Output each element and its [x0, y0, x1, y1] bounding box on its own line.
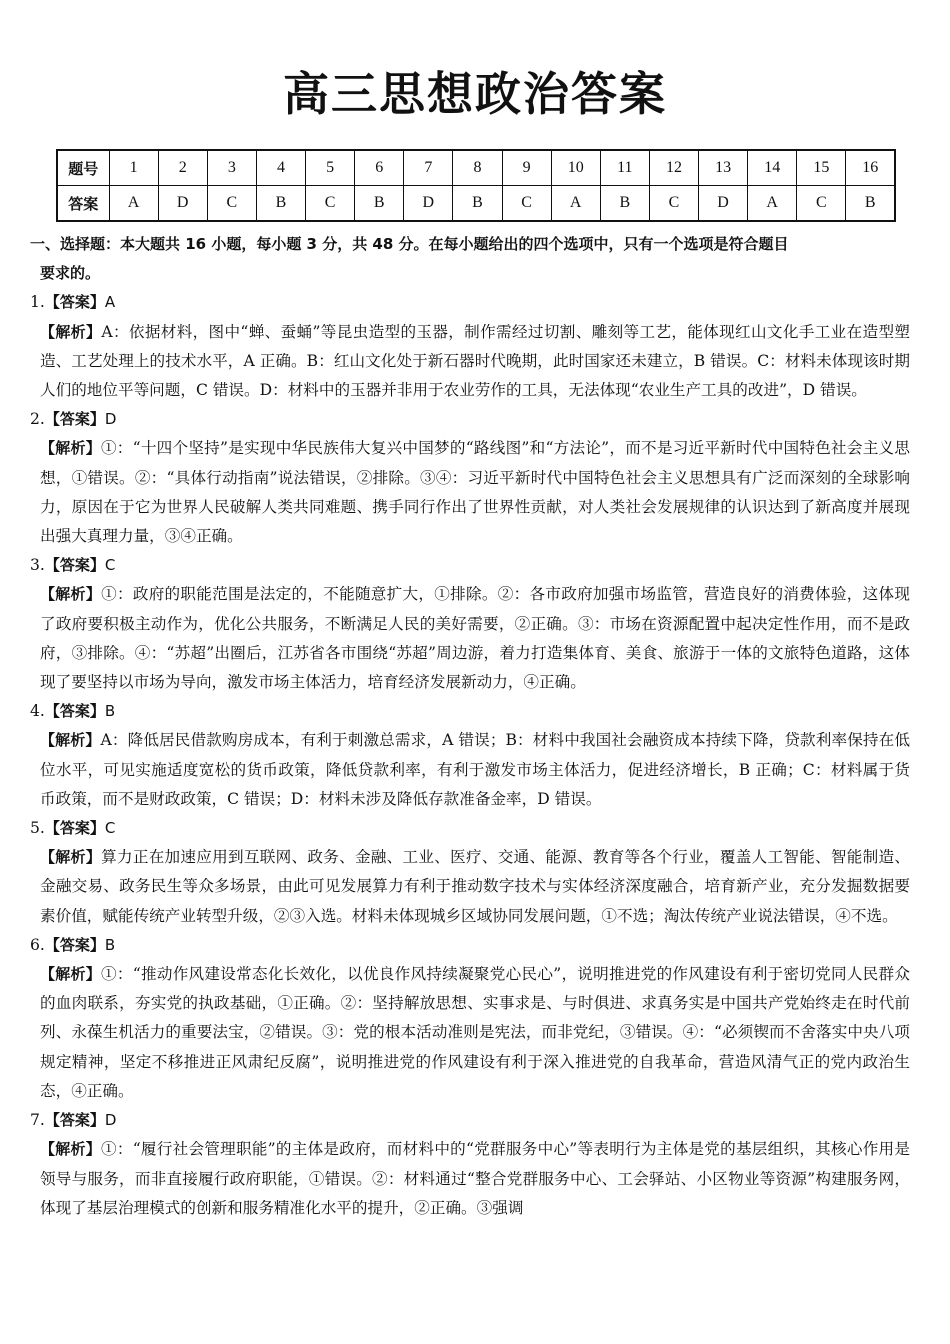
question-number: 3. — [30, 556, 45, 575]
question-number-cell: 11 — [600, 150, 649, 186]
question-number-cell: 4 — [256, 150, 305, 186]
answer-cell: D — [158, 186, 207, 222]
question-number-cell: 8 — [453, 150, 502, 186]
answer-cell: B — [453, 186, 502, 222]
section-heading-line2: 要求的。 — [40, 264, 101, 283]
question-number: 5. — [30, 819, 45, 838]
question-block — [30, 697, 910, 814]
question-number-cell: 3 — [207, 150, 256, 186]
answer-value: B — [104, 702, 116, 721]
explanation — [30, 580, 910, 697]
answer-cell: C — [207, 186, 256, 222]
answer-value: B — [104, 935, 116, 954]
page-title: 高三思想政治答案 — [283, 67, 667, 121]
explanation-text: ①：“十四个坚持”是实现中华民族伟大复兴中国梦的“路线图”和“方法论”，而不是习近平新时代中国特色社会主义思想，①错误。②：“具体行动指南”说法错误，②排除。③④：习近平新时代中国特色社会主义思想具有广泛而深刻的全球影响力，原因在于它为世界人民破解人类共同难题、携手同行作出了世界性贡献，对人类社会发展规律的认识达到了新高度并展现出强大真理力量，③④正确。 — [40, 439, 910, 546]
explanation — [30, 1135, 910, 1223]
answer-cell: C — [306, 186, 355, 222]
answer-tag: 【答案】 — [44, 819, 105, 838]
question-number-cell: 10 — [551, 150, 600, 186]
question-block — [30, 551, 910, 697]
explanation — [30, 843, 910, 931]
question-number: 4. — [30, 702, 45, 721]
question-number-cell: 14 — [748, 150, 797, 186]
answer-cell: C — [502, 186, 551, 222]
question-number: 7. — [30, 1111, 45, 1130]
answer-key-table — [56, 149, 896, 222]
answer-value: C — [104, 819, 116, 838]
question-block — [30, 405, 910, 551]
question-number-row — [57, 150, 895, 186]
question-number-cell: 9 — [502, 150, 551, 186]
question-block — [30, 814, 910, 931]
explain-tag: 【解析】 — [40, 322, 102, 341]
question-number-cell: 1 — [109, 150, 158, 186]
explanation — [30, 434, 910, 551]
answer-value: D — [104, 410, 117, 429]
answer-tag: 【答案】 — [44, 702, 105, 721]
explain-tag: 【解析】 — [40, 965, 102, 984]
answer-cell: D — [699, 186, 748, 222]
question-number-cell: 2 — [158, 150, 207, 186]
answer-line — [30, 288, 910, 317]
section-heading-line1: 一、选择题：本大题共 16 小题，每小题 3 分，共 48 分。在每小题给出的四个选项中，只有一个选项是符合题目 — [30, 235, 789, 253]
question-number: 2. — [30, 410, 45, 429]
answer-cell: A — [551, 186, 600, 222]
explain-tag: 【解析】 — [40, 731, 101, 750]
answer-cell: A — [109, 186, 158, 222]
question-number: 6. — [30, 935, 45, 954]
answer-tag: 【答案】 — [44, 1111, 105, 1130]
question-number-cell: 15 — [797, 150, 846, 186]
question-number-cell: 13 — [699, 150, 748, 186]
answer-line — [30, 814, 910, 843]
answer-cell: C — [649, 186, 698, 222]
row-label-numbers: 题号 — [57, 150, 109, 186]
explanation-text: A：依据材料，图中“蝉、蚕蛹”等昆虫造型的玉器，制作需经过切割、雕刻等工艺，能体现红山文化手工业在造型塑造、工艺处理上的技术水平，A 正确。B：红山文化处于新石器时代晚期，此时国家还未建立，B 错误。C：材料未体现该时期人们的地位平等问题，C 错误。D：材料中的玉器并非用于农业劳作的工具，无法体现“农业生产工具的改进”，D 错误。 — [40, 322, 910, 400]
explain-tag: 【解析】 — [40, 585, 102, 604]
answer-tag: 【答案】 — [44, 410, 105, 429]
explanation-text: A：降低居民借款购房成本，有利于刺激总需求，A 错误；B：材料中我国社会融资成本持续下降，贷款利率保持在低位水平，可见实施适度宽松的货币政策，降低贷款利率，有利于激发市场主体活力，促进经济增长，B 正确；C：材料属于货币政策，而不是财政政策，C 错误；D：材料未涉及降低存款准备金率，D 错误。 — [40, 731, 910, 808]
answer-value: A — [104, 293, 116, 312]
answer-explanations — [30, 230, 910, 1223]
answer-cell: C — [797, 186, 846, 222]
answer-line — [30, 405, 910, 434]
question-block — [30, 1106, 910, 1223]
explanation-text: 算力正在加速应用到互联网、政务、金融、工业、医疗、交通、能源、教育等各个行业，覆盖人工智能、智能制造、金融交易、政务民生等众多场景，由此可见发展算力有利于推动数字技术与实体经济深度融合，培育新产业，充分发掘数据要素价值，赋能传统产业转型升级，②③入选。材料未体现城乡区域协同发展问题，①不选；淘汰传统产业说法错误，④不选。 — [40, 848, 910, 925]
explain-tag: 【解析】 — [40, 439, 101, 458]
question-number: 1. — [30, 293, 45, 312]
answer-cell: B — [600, 186, 649, 222]
section-heading — [30, 230, 910, 288]
answer-line — [30, 931, 910, 960]
answer-line — [30, 697, 910, 726]
question-number-cell: 16 — [846, 150, 895, 186]
explanation — [30, 726, 910, 814]
answer-value: C — [104, 556, 116, 575]
answer-row — [57, 186, 895, 222]
answer-tag: 【答案】 — [44, 935, 105, 954]
answer-cell: A — [748, 186, 797, 222]
question-number-cell: 6 — [355, 150, 404, 186]
answer-tag: 【答案】 — [44, 556, 105, 575]
question-number-cell: 5 — [306, 150, 355, 186]
row-label-answers: 答案 — [57, 186, 109, 222]
explain-tag: 【解析】 — [40, 848, 102, 867]
explanation — [30, 318, 910, 406]
explanation-text: ①：“履行社会管理职能”的主体是政府，而材料中的“党群服务中心”等表明行为主体是党的基层组织，其核心作用是领导与服务，而非直接履行政府职能，①错误。②：材料通过“整合党群服务中心、工会驿站、小区物业等资源”构建服务网，体现了基层治理模式的创新和服务精准化水平的提升，②正确。③强调 — [40, 1140, 910, 1217]
answer-line — [30, 551, 910, 580]
answer-value: D — [104, 1111, 117, 1130]
explanation-text: ①：政府的职能范围是法定的，不能随意扩大，①排除。②：各市政府加强市场监管，营造良好的消费体验，这体现了政府要积极主动作为，优化公共服务，不断满足人民的美好需要，②正确。③：市场在资源配置中起决定性作用，而不是政府，③排除。④：“苏超”出圈后，江苏省各市围绕“苏超”周边游，着力打造集体育、美食、旅游于一体的文旅特色道路，这体现了要坚持以市场为导向，激发市场主体活力，培育经济发展新动力，④正确。 — [40, 585, 910, 692]
question-block — [30, 288, 910, 405]
explanation-text: ①：“推动作风建设常态化长效化，以优良作风持续凝聚党心民心”，说明推进党的作风建设有利于密切党同人民群众的血肉联系，夯实党的执政基础，①正确。②：坚持解放思想、实事求是、与时俱进、求真务实是中国共产党始终走在时代前列、永葆生机活力的重要法宝，②错误。③：党的根本活动准则是宪法，而非党纪，③错误。④：“必须锲而不舍落实中央八项规定精神，坚定不移推进正风肃纪反腐”，说明推进党的作风建设有利于深入推进党的自我革命，营造风清气正的党内政治生态，④正确。 — [40, 965, 910, 1100]
answer-cell: B — [846, 186, 895, 222]
answer-cell: B — [256, 186, 305, 222]
question-number-cell: 7 — [404, 150, 453, 186]
explain-tag: 【解析】 — [40, 1140, 102, 1159]
explanation — [30, 960, 910, 1106]
question-block — [30, 931, 910, 1106]
answer-tag: 【答案】 — [44, 293, 105, 312]
answer-cell: B — [355, 186, 404, 222]
answer-cell: D — [404, 186, 453, 222]
answer-line — [30, 1106, 910, 1135]
question-number-cell: 12 — [649, 150, 698, 186]
